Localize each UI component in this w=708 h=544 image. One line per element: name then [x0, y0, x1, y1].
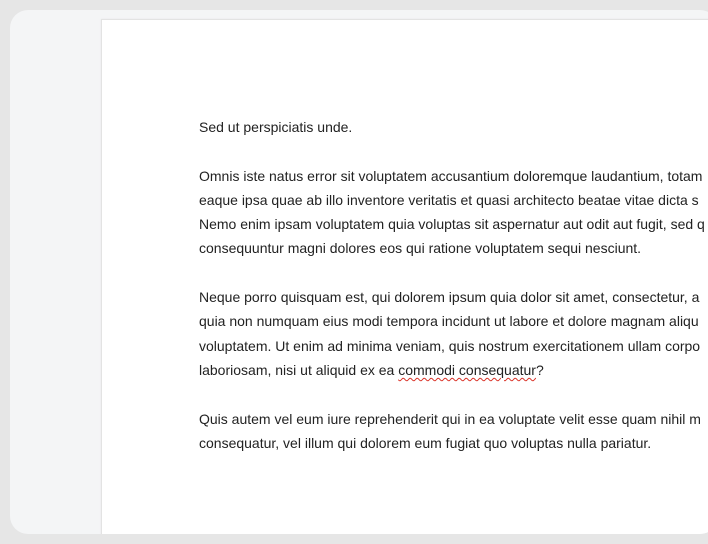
editor-window [10, 10, 708, 534]
text-line: quia non numquam eius modi tempora incidunt ut labore et dolore magnam aliqu [199, 313, 699, 330]
paragraph-4[interactable] [199, 407, 708, 456]
text-line: Neque porro quisquam est, qui dolorem ipsum quia dolor sit amet, consectetur, a [199, 289, 700, 306]
text-line: Nemo enim ipsam voluptatem quia voluptas sit aspernatur aut odit aut fugit, sed q [199, 216, 705, 233]
text-run: ? [535, 361, 544, 378]
text-line: Quis autem vel eum iure reprehenderit qui in ea voluptate velit esse quam nihil m [199, 410, 701, 427]
text-line: Omnis iste natus error sit voluptatem accusantium doloremque laudantium, totam [199, 167, 703, 184]
text-line: consequuntur magni dolores eos qui ratione voluptatem sequi nesciunt. [199, 240, 642, 257]
paragraph-3[interactable] [199, 285, 708, 382]
text-line: consequatur, vel illum qui dolorem eum fugiat quo voluptas nulla pariatur. [199, 434, 652, 451]
text-line [199, 358, 708, 382]
text-line: eaque ipsa quae ab illo inventore veritatis et quasi architecto beatae vitae dicta s [199, 191, 699, 208]
document-page[interactable] [101, 19, 708, 534]
paragraph-2[interactable] [199, 164, 708, 261]
document-body[interactable] [199, 115, 708, 479]
text-run: laboriosam, nisi ut aliquid ex ea [199, 361, 399, 378]
paragraph-1[interactable] [199, 115, 708, 139]
misspelled-word[interactable]: commodi consequatur [398, 361, 536, 378]
text-line: Sed ut perspiciatis unde. [199, 119, 353, 135]
text-line: voluptatem. Ut enim ad minima veniam, quis nostrum exercitationem ullam corpo [199, 337, 701, 354]
